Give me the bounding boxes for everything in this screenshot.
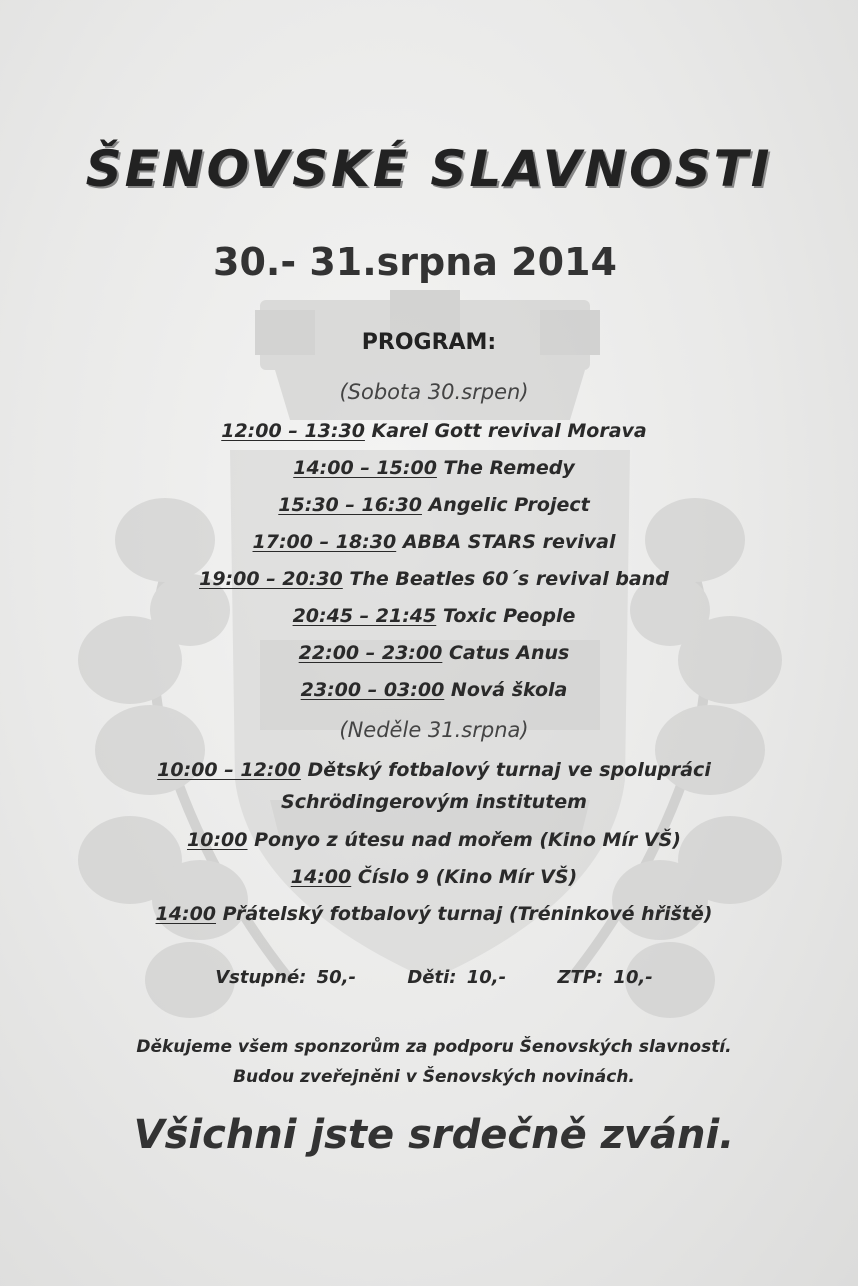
event-dates: 30.- 31.srpna 2014 (213, 240, 617, 284)
list-item: 14:00 Číslo 9 (Kino Mír VŠ) (290, 866, 578, 888)
price-children: Děti: 10,- (407, 967, 507, 988)
list-item: 10:00 Ponyo z útesu nad mořem (Kino Mír VŠ) (187, 829, 681, 851)
list-item: 23:00 – 03:00 Nová škola (300, 679, 568, 701)
list-item: 10:00 – 12:00 Dětský fotbalový turnaj ve spolupráci (157, 759, 711, 781)
admission-prices (0, 967, 858, 988)
program-heading: PROGRAM: (361, 330, 497, 355)
list-item: 20:45 – 21:45 Toxic People (292, 605, 576, 627)
price-adult: Vstupné: 50,- (215, 967, 356, 988)
list-item-continuation: Schrödingerovým institutem (281, 791, 587, 813)
list-item: 19:00 – 20:30 The Beatles 60´s revival band (199, 568, 669, 590)
list-item: 14:00 – 15:00 The Remedy (293, 457, 575, 479)
list-item: 14:00 Přátelský fotbalový turnaj (Tréninkové hřiště) (155, 903, 713, 925)
thanks-line-2: Budou zveřejněni v Šenovských novinách. (233, 1067, 635, 1087)
sunday-heading: (Neděle 31.srpna) (339, 718, 529, 742)
list-item: 17:00 – 18:30 ABBA STARS revival (252, 531, 616, 553)
thanks-line-1: Děkujeme všem sponzorům za podporu Šenovských slavností. (136, 1037, 732, 1057)
list-item: 15:30 – 16:30 Angelic Project (278, 494, 590, 516)
price-ztp: ZTP: 10,- (557, 967, 653, 988)
list-item: 22:00 – 23:00 Catus Anus (298, 642, 570, 664)
poster-title: ŠENOVSKÉ SLAVNOSTI (85, 140, 773, 198)
closing-invitation: Všichni jste srdečně zváni. (133, 1112, 735, 1158)
list-item: 12:00 – 13:30 Karel Gott revival Morava (221, 420, 647, 442)
saturday-heading: (Sobota 30.srpen) (339, 380, 529, 404)
